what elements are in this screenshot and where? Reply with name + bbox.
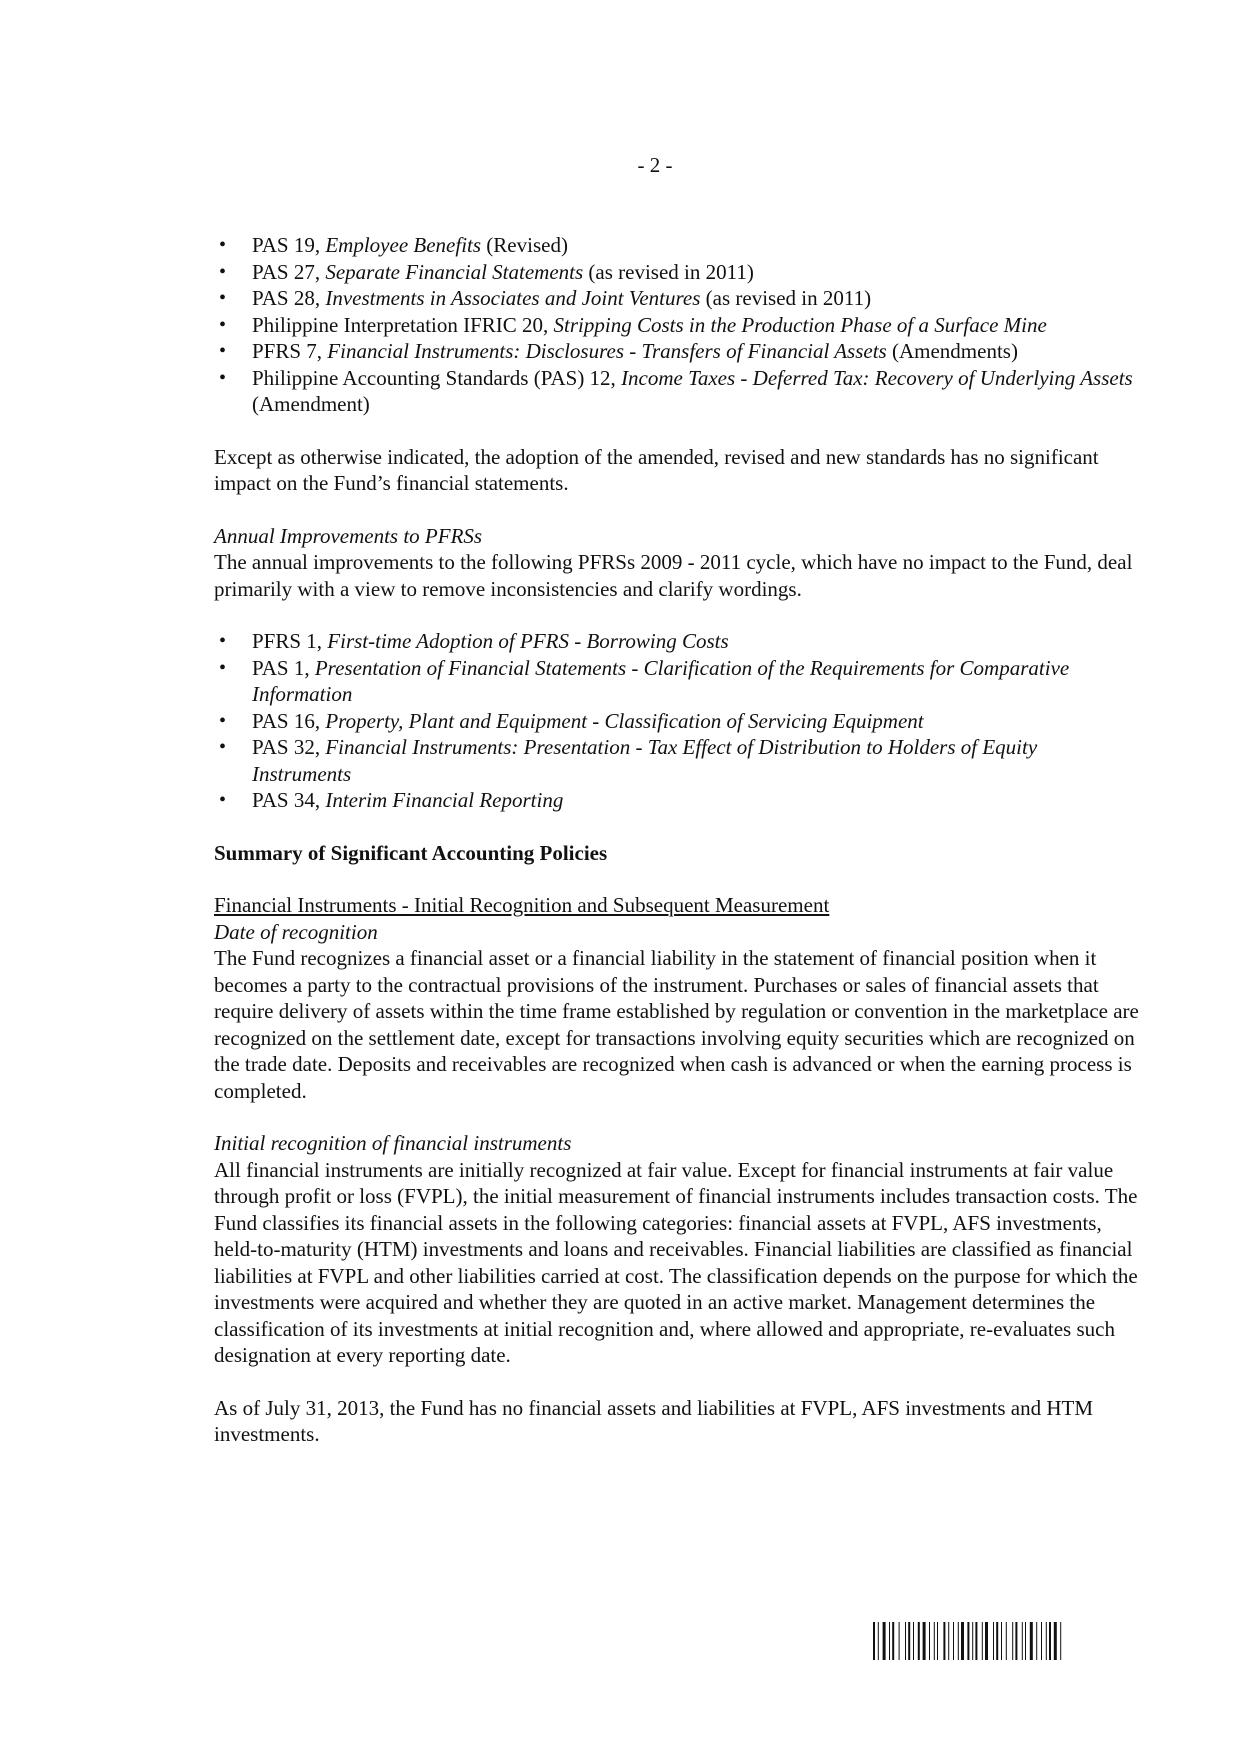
- adoption-paragraph: Except as otherwise indicated, the adoption of the amended, revised and new standards has no significant impact on the Fund’s financial statements.: [214, 444, 1099, 495]
- barcode-icon: [873, 1622, 1129, 1660]
- date-of-recognition-heading: Date of recognition: [214, 919, 378, 944]
- initial-recognition-paragraph: All financial instruments are initially recognized at fair value. Except for financial instruments at fair value through profit or loss (FVPL), the initial measurement of financial instruments includes transaction costs. The Fund classifies its financial assets in the following categories: financial assets at FVPL, AFS investments, held-to-maturity (HTM) investments and loans and receivables. Financial liabilities are classified as financial liabilities at FVPL and other liabilities carried at cost. The classification depends on the purpose for which the investments were acquired and whether they are quoted in an active market. Management determines the classification of its investments at initial recognition and, where allowed and appropriate, re-evaluates such designation at every reporting date.: [214, 1157, 1138, 1367]
- improvements-list: [214, 628, 1140, 814]
- list-item: • PAS 34, Interim Financial Reporting: [214, 787, 1140, 814]
- closing-paragraph: As of July 31, 2013, the Fund has no financial assets and liabilities at FVPL, AFS investments and HTM investments.: [214, 1395, 1094, 1446]
- list-item: • PAS 1, Presentation of Financial Statements - Clarification of the Requirements for Comparative Information: [214, 655, 1140, 708]
- standards-list: [214, 232, 1140, 418]
- list-item: • Philippine Accounting Standards (PAS) 12, Income Taxes - Deferred Tax: Recovery of Underlying Assets (Amendment): [214, 365, 1140, 418]
- list-item: • PAS 19, Employee Benefits (Revised): [214, 232, 1140, 259]
- list-item: • PFRS 7, Financial Instruments: Disclosures - Transfers of Financial Assets (Amendments): [214, 338, 1140, 365]
- page-number: - 2 -: [637, 153, 673, 177]
- list-item: • PFRS 1, First-time Adoption of PFRS - Borrowing Costs: [214, 628, 1140, 655]
- list-item: • PAS 32, Financial Instruments: Presentation - Tax Effect of Distribution to Holders of Equity Instruments: [214, 734, 1140, 787]
- annual-improvements-heading: Annual Improvements to PFRSs: [214, 523, 483, 548]
- summary-heading: Summary of Significant Accounting Policies: [214, 840, 608, 865]
- annual-improvements-paragraph: The annual improvements to the following PFRSs 2009 - 2011 cycle, which have no impact to the Fund, deal primarily with a view to remove inconsistencies and clarify wordings.: [214, 550, 1133, 601]
- list-item: • Philippine Interpretation IFRIC 20, Stripping Costs in the Production Phase of a Surface Mine: [214, 312, 1140, 339]
- financial-instruments-heading: Financial Instruments - Initial Recognition and Subsequent Measurement: [214, 893, 830, 917]
- date-of-recognition-paragraph: The Fund recognizes a financial asset or a financial liability in the statement of financial position when it becomes a party to the contractual provisions of the instrument. Purchases or sales of financial assets that require delivery of assets within the time frame established by regulation or convention in the marketplace are recognized on the settlement date, except for transactions involving equity securities which are recognized on the trade date. Deposits and receivables are recognized when cash is advanced or when the earning process is completed.: [214, 946, 1139, 1103]
- initial-recognition-heading: Initial recognition of financial instruments: [214, 1131, 572, 1155]
- list-item: • PAS 16, Property, Plant and Equipment - Classification of Servicing Equipment: [214, 708, 1140, 735]
- list-item: • PAS 28, Investments in Associates and Joint Ventures (as revised in 2011): [214, 285, 1140, 312]
- document-body: [214, 232, 1140, 1448]
- list-item: • PAS 27, Separate Financial Statements (as revised in 2011): [214, 259, 1140, 286]
